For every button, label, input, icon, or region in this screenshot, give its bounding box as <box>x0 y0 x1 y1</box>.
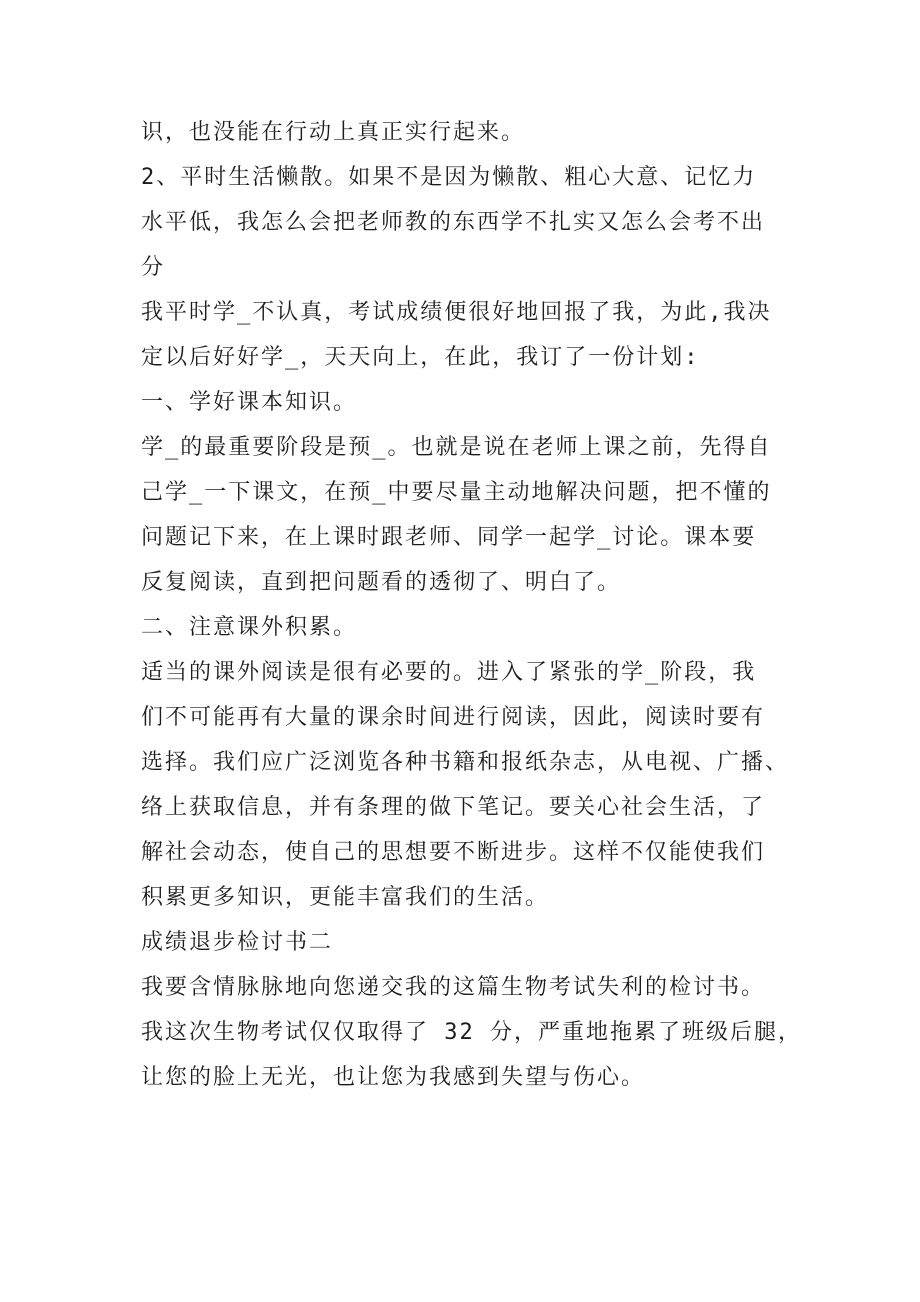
text-line: 问题记下来，在上课时跟老师、同学一起学_讨论。课本要 <box>141 525 757 550</box>
text-line: 选择。我们应广泛浏览各种书籍和报纸杂志，从电视、广播、 <box>141 750 790 775</box>
text-line: 们不可能再有大量的课余时间进行阅读，因此，阅读时要有 <box>141 705 766 730</box>
text-line: 分 <box>141 255 166 280</box>
text-line: 学_的最重要阶段是预_。也就是说在老师上课之前，先得自 <box>141 435 772 460</box>
section-title: 成绩退步检讨书二 <box>141 930 334 955</box>
text-line: 定以后好好学_，天天向上，在此，我订了一份计划: <box>141 345 700 370</box>
section-heading: 二、注意课外积累。 <box>141 615 358 640</box>
text-line: 识，也没能在行动上真正实行起来。 <box>141 120 526 145</box>
text-line: 我这次生物考试仅仅取得了 32 分，严重地拖累了班级后腿， <box>141 1020 802 1045</box>
text-line: 适当的课外阅读是很有必要的。进入了紧张的学_阶段，我 <box>141 660 757 685</box>
text-line: 反复阅读，直到把问题看的透彻了、明白了。 <box>141 570 622 595</box>
text-line: 我平时学_不认真，考试成绩便很好地回报了我，为此,我决 <box>141 300 772 325</box>
section-heading: 一、学好课本知识。 <box>141 390 358 415</box>
text-line: 解社会动态，使自己的思想要不断进步。这样不仅能使我们 <box>141 840 766 865</box>
text-line: 己学_一下课文，在预_中要尽量主动地解决问题，把不懂的 <box>141 480 772 505</box>
text-line: 2、平时生活懒散。如果不是因为懒散、粗心大意、记忆力 <box>141 165 757 190</box>
text-line: 我要含情脉脉地向您递交我的这篇生物考试失利的检讨书。 <box>141 975 766 1000</box>
text-line: 积累更多知识，更能丰富我们的生活。 <box>141 885 550 910</box>
text-line: 络上获取信息，并有条理的做下笔记。要关心社会生活，了 <box>141 795 766 820</box>
text-line: 水平低，我怎么会把老师教的东西学不扎实又怎么会考不出 <box>141 210 766 235</box>
text-line: 让您的脸上无光，也让您为我感到失望与伤心。 <box>141 1065 646 1090</box>
document-body <box>141 110 821 1100</box>
